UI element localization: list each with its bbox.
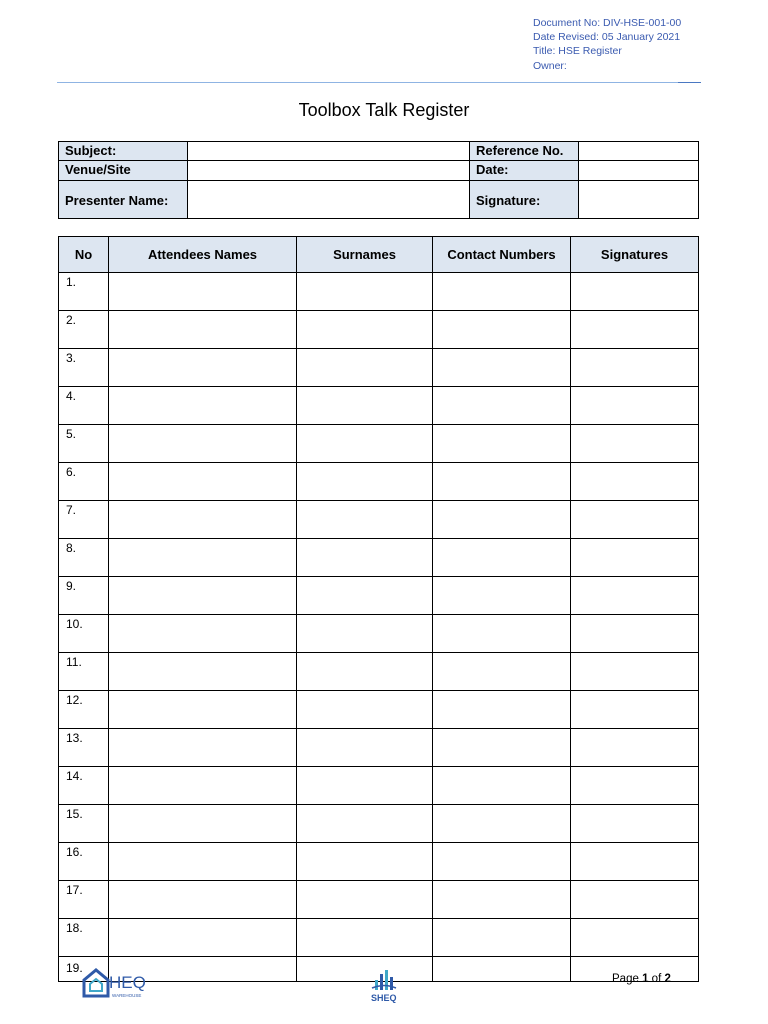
- header-divider: [57, 82, 701, 83]
- signature-label: Signature:: [470, 181, 579, 219]
- table-row: [59, 273, 699, 311]
- row-number: 8.: [59, 539, 109, 577]
- row-number: 1.: [59, 273, 109, 311]
- attendee-name-cell[interactable]: [109, 653, 297, 691]
- row-number: 18.: [59, 919, 109, 957]
- table-row: [59, 577, 699, 615]
- page-of: of: [651, 973, 662, 985]
- table-row: [59, 425, 699, 463]
- contact-number-cell[interactable]: [433, 311, 571, 349]
- column-header-no: No: [59, 237, 109, 273]
- attendee-name-cell[interactable]: [109, 615, 297, 653]
- surname-cell[interactable]: [297, 387, 433, 425]
- date-label: Date:: [470, 161, 579, 181]
- signature-cell[interactable]: [571, 729, 699, 767]
- signature-field[interactable]: [579, 181, 699, 219]
- contact-number-cell[interactable]: [433, 501, 571, 539]
- surname-cell[interactable]: [297, 311, 433, 349]
- table-row: [59, 691, 699, 729]
- surname-cell[interactable]: [297, 767, 433, 805]
- document-number: Document No: DIV-HSE-001-00: [533, 17, 682, 29]
- document-owner: Owner:: [533, 59, 567, 72]
- attendee-name-cell[interactable]: [109, 691, 297, 729]
- row-number: 19.: [59, 957, 109, 982]
- signature-cell[interactable]: [571, 273, 699, 311]
- contact-number-cell[interactable]: [433, 919, 571, 957]
- attendee-name-cell[interactable]: [109, 273, 297, 311]
- row-number: 2.: [59, 311, 109, 349]
- surname-cell[interactable]: [297, 615, 433, 653]
- attendee-name-cell[interactable]: [109, 729, 297, 767]
- surname-cell[interactable]: [297, 577, 433, 615]
- page-prefix: Page: [612, 973, 639, 985]
- contact-number-cell[interactable]: [433, 539, 571, 577]
- reference-label: Reference No.: [470, 142, 579, 161]
- signature-cell[interactable]: [571, 615, 699, 653]
- attendee-name-cell[interactable]: [109, 843, 297, 881]
- signature-cell[interactable]: [571, 387, 699, 425]
- logo-left-text: HEQ: [109, 973, 146, 992]
- surname-cell[interactable]: [297, 843, 433, 881]
- row-number: 6.: [59, 463, 109, 501]
- row-number: 14.: [59, 767, 109, 805]
- column-header-signatures: Signatures: [571, 237, 699, 273]
- column-header-attendee-names: Attendees Names: [109, 237, 297, 273]
- signature-cell[interactable]: [571, 463, 699, 501]
- contact-number-cell[interactable]: [433, 805, 571, 843]
- surname-cell[interactable]: [297, 881, 433, 919]
- contact-number-cell[interactable]: [433, 653, 571, 691]
- attendee-name-cell[interactable]: [109, 539, 297, 577]
- table-row: [59, 615, 699, 653]
- table-row: [59, 311, 699, 349]
- signature-cell[interactable]: [571, 881, 699, 919]
- table-row: [59, 767, 699, 805]
- contact-number-cell[interactable]: [433, 729, 571, 767]
- table-row: [59, 463, 699, 501]
- logo-left-subtext: WAREHOUSE: [112, 993, 142, 998]
- contact-number-cell[interactable]: [433, 881, 571, 919]
- surname-cell[interactable]: [297, 805, 433, 843]
- contact-number-cell[interactable]: [433, 843, 571, 881]
- page-current: 1: [642, 973, 649, 985]
- table-row: [59, 919, 699, 957]
- venue-field[interactable]: [188, 161, 470, 181]
- signature-cell[interactable]: [571, 501, 699, 539]
- signature-cell[interactable]: [571, 767, 699, 805]
- row-number: 9.: [59, 577, 109, 615]
- contact-number-cell[interactable]: [433, 463, 571, 501]
- sheq-logo: [369, 968, 399, 1009]
- surname-cell[interactable]: [297, 463, 433, 501]
- surname-cell[interactable]: [297, 425, 433, 463]
- signature-cell[interactable]: [571, 805, 699, 843]
- contact-number-cell[interactable]: [433, 387, 571, 425]
- header-divider-accent: [678, 82, 701, 83]
- document-control-block: [533, 16, 681, 73]
- attendee-name-cell[interactable]: [109, 311, 297, 349]
- table-row: [59, 729, 699, 767]
- contact-number-cell[interactable]: [433, 273, 571, 311]
- presenter-field[interactable]: [188, 181, 470, 219]
- heq-warehouse-logo: [82, 966, 154, 1007]
- signature-cell[interactable]: [571, 349, 699, 387]
- signature-cell[interactable]: [571, 425, 699, 463]
- table-row: [59, 843, 699, 881]
- surname-cell[interactable]: [297, 729, 433, 767]
- signature-cell[interactable]: [571, 539, 699, 577]
- contact-number-cell[interactable]: [433, 691, 571, 729]
- row-number: 3.: [59, 349, 109, 387]
- table-row: [59, 539, 699, 577]
- surname-cell[interactable]: [297, 691, 433, 729]
- row-number: 16.: [59, 843, 109, 881]
- venue-label: Venue/Site: [59, 161, 188, 181]
- row-number: 4.: [59, 387, 109, 425]
- attendee-name-cell[interactable]: [109, 577, 297, 615]
- session-info-table: [58, 141, 699, 219]
- date-revised: Date Revised: 05 January 2021: [533, 31, 681, 44]
- reference-field[interactable]: [579, 142, 699, 161]
- subject-field[interactable]: [188, 142, 470, 161]
- contact-number-cell[interactable]: [433, 349, 571, 387]
- table-row: [59, 653, 699, 691]
- table-row: [59, 501, 699, 539]
- logo-mid-text: SHEQ: [371, 993, 397, 1003]
- signature-cell[interactable]: [571, 691, 699, 729]
- attendee-name-cell[interactable]: [109, 881, 297, 919]
- row-number: 10.: [59, 615, 109, 653]
- row-number: 12.: [59, 691, 109, 729]
- table-row: [59, 387, 699, 425]
- column-header-contact-numbers: Contact Numbers: [433, 237, 571, 273]
- row-number: 15.: [59, 805, 109, 843]
- attendee-name-cell[interactable]: [109, 805, 297, 843]
- row-number: 13.: [59, 729, 109, 767]
- row-number: 5.: [59, 425, 109, 463]
- page-number: [612, 973, 671, 985]
- contact-number-cell[interactable]: [433, 767, 571, 805]
- surname-cell[interactable]: [297, 349, 433, 387]
- signature-cell[interactable]: [571, 311, 699, 349]
- signature-cell[interactable]: [571, 843, 699, 881]
- attendee-name-cell[interactable]: [109, 425, 297, 463]
- attendee-name-cell[interactable]: [109, 919, 297, 957]
- surname-cell[interactable]: [297, 501, 433, 539]
- attendee-name-cell[interactable]: [109, 349, 297, 387]
- document-title-line: Title: HSE Register: [533, 45, 622, 58]
- attendee-name-cell[interactable]: [109, 501, 297, 539]
- subject-label: Subject:: [59, 142, 188, 161]
- row-number: 17.: [59, 881, 109, 919]
- attendees-table: [58, 236, 699, 982]
- surname-cell[interactable]: [297, 539, 433, 577]
- column-header-surnames: Surnames: [297, 237, 433, 273]
- page-title: Toolbox Talk Register: [298, 100, 470, 120]
- table-row: [59, 805, 699, 843]
- surname-cell[interactable]: [297, 957, 433, 982]
- row-number: 11.: [59, 653, 109, 691]
- page-total: 2: [664, 973, 671, 985]
- attendee-name-cell[interactable]: [109, 387, 297, 425]
- table-row: [59, 349, 699, 387]
- contact-number-cell[interactable]: [433, 577, 571, 615]
- surname-cell[interactable]: [297, 653, 433, 691]
- signature-cell[interactable]: [571, 653, 699, 691]
- surname-cell[interactable]: [297, 919, 433, 957]
- table-row: [59, 881, 699, 919]
- contact-number-cell[interactable]: [433, 615, 571, 653]
- attendee-name-cell[interactable]: [109, 767, 297, 805]
- date-field[interactable]: [579, 161, 699, 181]
- presenter-label: Presenter Name:: [59, 181, 188, 219]
- signature-cell[interactable]: [571, 577, 699, 615]
- contact-number-cell[interactable]: [433, 957, 571, 982]
- contact-number-cell[interactable]: [433, 425, 571, 463]
- attendee-name-cell[interactable]: [109, 463, 297, 501]
- surname-cell[interactable]: [297, 273, 433, 311]
- signature-cell[interactable]: [571, 919, 699, 957]
- row-number: 7.: [59, 501, 109, 539]
